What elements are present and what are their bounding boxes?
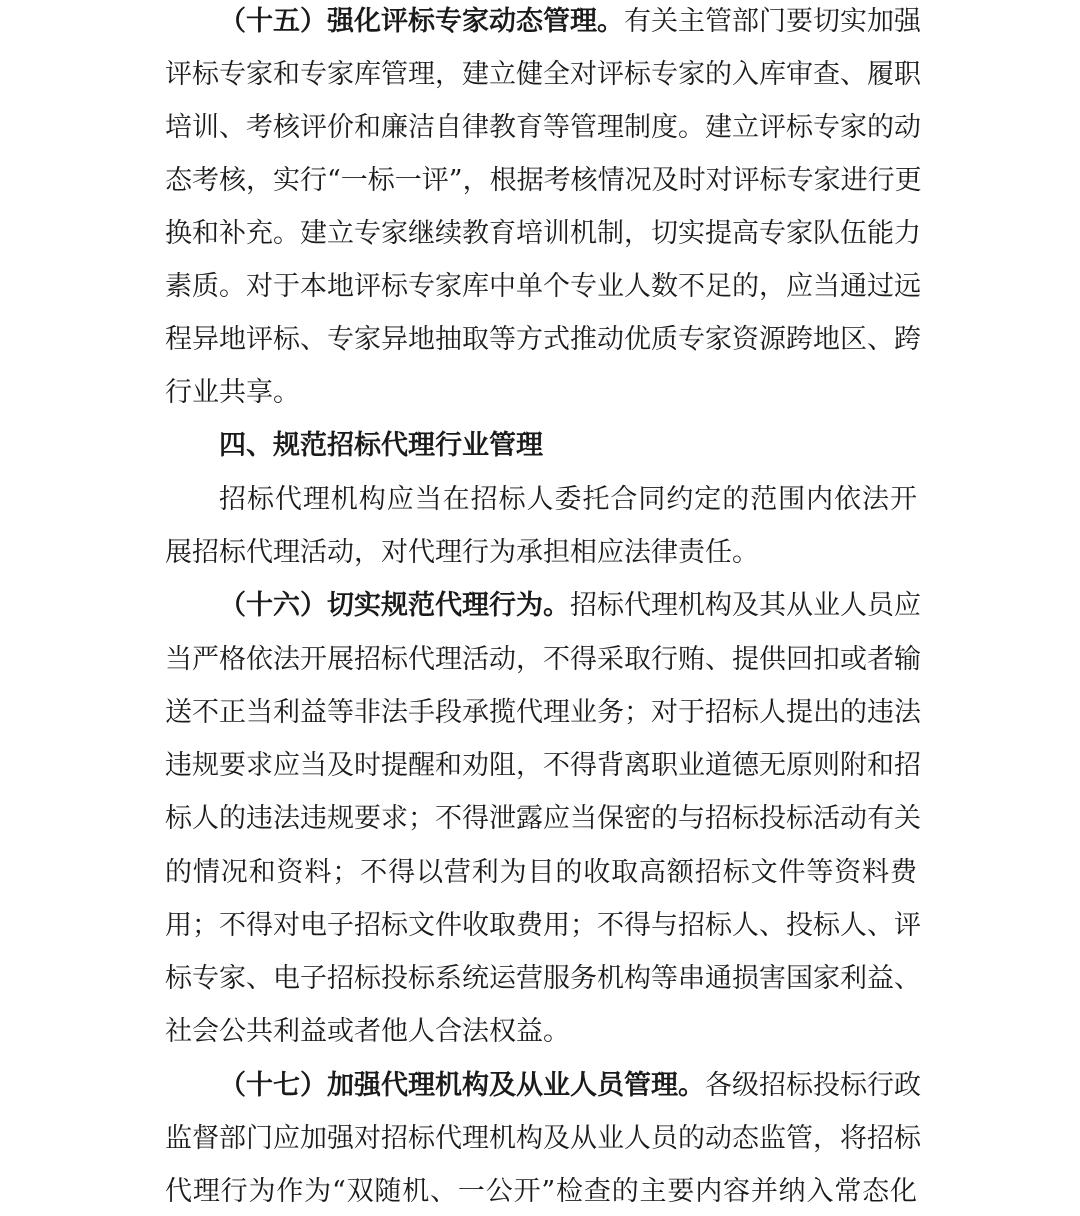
paragraph-15-line-2: 评标专家和专家库管理，建立健全对评标专家的入库审查、履职 xyxy=(165,59,921,90)
paragraph-15-title: （十五）强化评标专家动态管理。 xyxy=(219,6,624,37)
paragraph-16-line-8: 标专家、电子招标投标系统运营服务机构等串通损害国家利益、 xyxy=(165,963,921,994)
paragraph-15-line-6: 素质。对于本地评标专家库中单个专业人数不足的，应当通过远 xyxy=(165,271,921,302)
paragraph-16-line-3: 送不正当利益等非法手段承揽代理业务；对于招标人提出的违法 xyxy=(165,697,921,728)
section-4-line-2: 展招标代理活动，对代理行为承担相应法律责任。 xyxy=(165,537,759,568)
paragraph-17-line-3: 代理行为作为“双随机、一公开”检查的主要内容并纳入常态化 xyxy=(165,1176,917,1207)
paragraph-17-line-2: 监督部门应加强对招标代理机构及从业人员的动态监管，将招标 xyxy=(165,1123,921,1154)
paragraph-15-line-4: 态考核，实行“一标一评”，根据考核情况及时对评标专家进行更 xyxy=(165,165,922,196)
section-4-line-1: 招标代理机构应当在招标人委托合同约定的范围内依法开 xyxy=(219,484,917,515)
paragraph-16-line-5: 标人的违法违规要求；不得泄露应当保密的与招标投标活动有关 xyxy=(165,803,921,834)
paragraph-16-line-1: （十六）切实规范代理行为。招标代理机构及其从业人员应 xyxy=(219,590,921,621)
paragraph-16-line-6: 的情况和资料；不得以营利为目的收取高额招标文件等资料费 xyxy=(165,857,917,888)
paragraph-17-title: （十七）加强代理机构及从业人员管理。 xyxy=(219,1070,705,1101)
paragraph-15-line-5: 换和补充。建立专家继续教育培训机制，切实提高专家队伍能力 xyxy=(165,218,921,249)
paragraph-16-line-2: 当严格依法开展招标代理活动，不得采取行贿、提供回扣或者输 xyxy=(165,644,921,675)
paragraph-15-line-3: 培训、考核评价和廉洁自律教育等管理制度。建立评标专家的动 xyxy=(165,112,921,143)
paragraph-16-title: （十六）切实规范代理行为。 xyxy=(219,590,570,621)
paragraph-15-line-8: 行业共享。 xyxy=(165,377,300,408)
paragraph-16-line-7: 用；不得对电子招标文件收取费用；不得与招标人、投标人、评 xyxy=(165,910,921,941)
paragraph-16-line-4: 违规要求应当及时提醒和劝阻，不得背离职业道德无原则附和招 xyxy=(165,750,921,781)
paragraph-15-line-7: 程异地评标、专家异地抽取等方式推动优质专家资源跨地区、跨 xyxy=(165,324,921,355)
paragraph-17-line-1: （十七）加强代理机构及从业人员管理。各级招标投标行政 xyxy=(219,1070,921,1101)
paragraph-16-line-9: 社会公共利益或者他人合法权益。 xyxy=(165,1016,570,1047)
paragraph-15-line-1: （十五）强化评标专家动态管理。有关主管部门要切实加强 xyxy=(219,6,921,37)
section-4-heading: 四、规范招标代理行业管理 xyxy=(219,430,543,461)
